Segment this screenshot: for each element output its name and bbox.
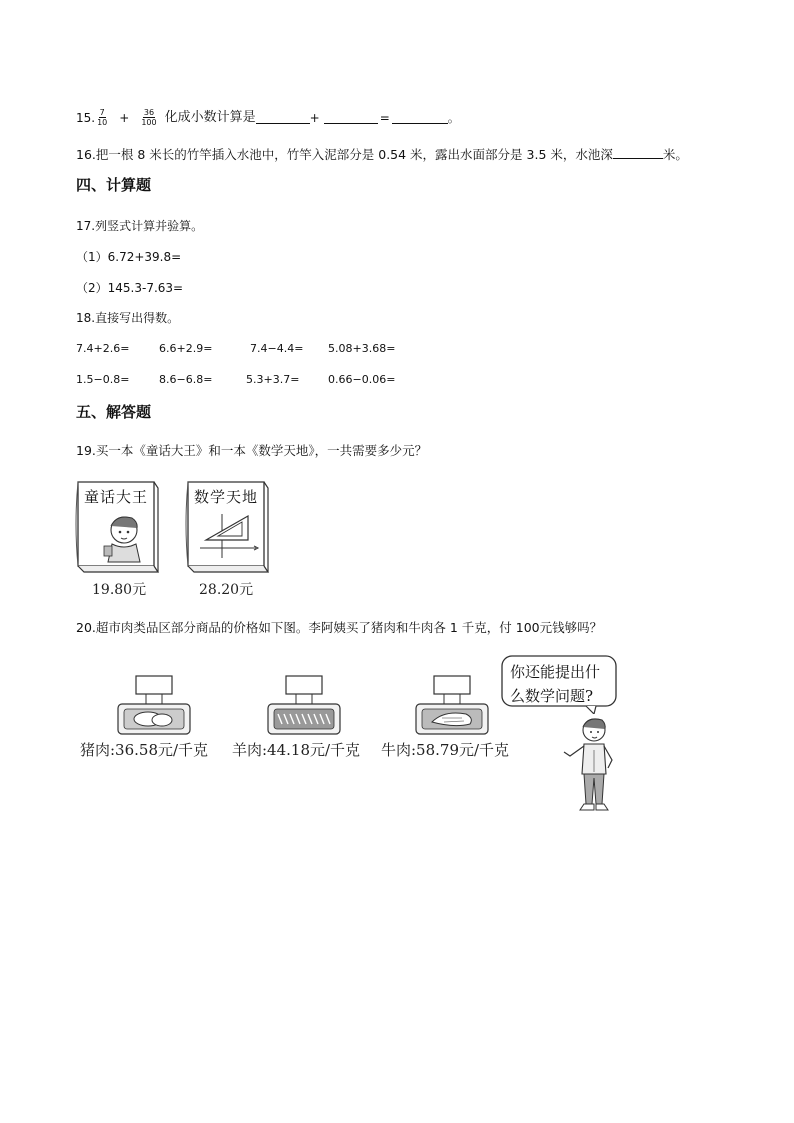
question-16 <box>76 146 688 163</box>
fraction-numerator: 7 <box>99 108 105 117</box>
book-1-price: 19.80元 <box>92 582 147 598</box>
question-17-title: 17.列竖式计算并验算。 <box>76 219 204 233</box>
oral-calc-item: 5.08+3.68= <box>328 342 396 355</box>
meat-tray-icon <box>266 674 342 738</box>
q16-text: 16.把一根 8 米长的竹竿插入水池中，竹竿入泥部分是 0.54 米，露出水面部分是 3.5 米，水池深 <box>76 147 613 162</box>
fraction-36-hundredths <box>141 108 156 127</box>
answer-blank <box>324 111 378 124</box>
q15-text: 化成小数计算是 <box>164 109 256 125</box>
plus-operator: + <box>309 110 320 125</box>
bubble-line-2: 么数学问题? <box>510 687 594 705</box>
answer-blank <box>613 146 663 159</box>
beef-price-label: 牛肉:58.79元/千克 <box>381 741 510 759</box>
oral-calc-item: 0.66−0.06= <box>328 373 396 386</box>
question-15 <box>76 108 460 127</box>
question-17-item-2: （2）145.3-7.63= <box>76 281 184 295</box>
section-heading-word-problems: 五、解答题 <box>76 403 152 421</box>
pork-price-label: 猪肉:36.58元/千克 <box>80 741 209 759</box>
book-1-title: 童话大王 <box>84 488 149 506</box>
oral-calc-item: 7.4−4.4= <box>250 342 304 355</box>
question-19-title: 19.买一本《童话大王》和一本《数学天地》，一共需要多少元？ <box>76 443 428 458</box>
meat-tray-icon <box>116 674 192 738</box>
fraction-seven-tenths <box>97 108 107 127</box>
lamb-price-label: 羊肉:44.18元/千克 <box>232 741 361 759</box>
boy-figure-illustration <box>560 712 624 820</box>
q15-number: 15. <box>76 110 96 125</box>
answer-blank <box>392 111 448 124</box>
oral-calc-item: 8.6−6.8= <box>159 373 213 386</box>
meat-tray-icon <box>414 674 490 738</box>
pork-tray-illustration <box>116 674 192 738</box>
oral-calc-item: 7.4+2.6= <box>76 342 130 355</box>
answer-blank <box>256 111 310 124</box>
lamb-tray-illustration <box>266 674 342 738</box>
question-18-title: 18.直接写出得数。 <box>76 311 180 325</box>
fraction-denominator: 100 <box>141 118 157 127</box>
section-heading-calculation: 四、计算题 <box>76 176 152 194</box>
question-17-item-1: （1）6.72+39.8= <box>76 250 182 264</box>
beef-tray-illustration <box>414 674 490 738</box>
bubble-line-1: 你还能提出什 <box>510 663 601 681</box>
oral-calc-item: 1.5−0.8= <box>76 373 130 386</box>
oral-calc-item: 5.3+3.7= <box>246 373 300 386</box>
equals-operator: = <box>379 110 390 125</box>
book-2-title: 数学天地 <box>194 488 259 506</box>
boy-icon <box>560 712 624 820</box>
q15-end: 。 <box>447 110 460 125</box>
fraction-denominator: 10 <box>97 118 108 127</box>
question-20-title: 20.超市肉类品区部分商品的价格如下图。李阿姨买了猪肉和牛肉各 1 千克，付 100元钱够吗？ <box>76 620 603 635</box>
fraction-numerator: 36 <box>143 108 155 117</box>
book-2-price: 28.20元 <box>199 582 254 598</box>
q16-unit: 米。 <box>662 147 688 162</box>
plus-sign: + <box>119 110 130 125</box>
oral-calc-item: 6.6+2.9= <box>159 342 213 355</box>
